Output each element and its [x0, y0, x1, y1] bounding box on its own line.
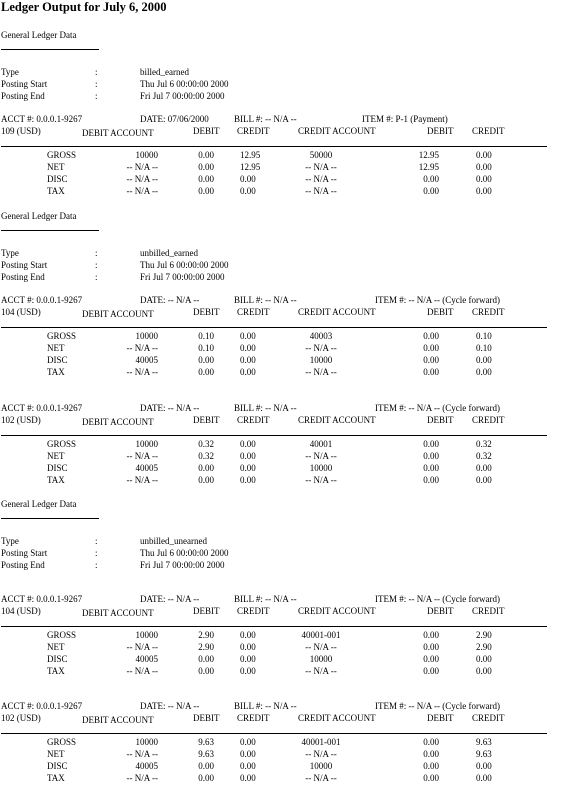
col-header-credit-account: CREDIT ACCOUNT — [298, 307, 376, 317]
col-header-credit-2: CREDIT — [472, 713, 505, 723]
credit-cell: 0.00 — [240, 367, 256, 377]
acct-bill: BILL #: -- N/A -- — [234, 295, 297, 305]
debit-cell-2: 0.00 — [423, 355, 439, 365]
acct-number: ACCT #: 0.0.0.1-9267 — [1, 594, 83, 604]
page-title: Ledger Output for July 6, 2000 — [1, 0, 167, 14]
credit-cell-2: 0.32 — [476, 451, 492, 461]
col-header-debit-2: DEBIT — [427, 713, 454, 723]
credit-account-cell: 40001 — [309, 439, 333, 449]
debit-account-cell: 40005 — [135, 761, 158, 771]
posting-end-label: Posting End — [1, 560, 45, 570]
debit-account-cell: 40005 — [135, 463, 158, 473]
debit-account-cell: 10000 — [135, 331, 158, 341]
debit-cell-2: 0.00 — [423, 642, 439, 652]
type-colon: : — [95, 248, 98, 258]
credit-account-cell: 10000 — [309, 355, 333, 365]
credit-account-cell: -- N/A -- — [305, 174, 337, 184]
acct-bill: BILL #: -- N/A -- — [234, 701, 297, 711]
credit-cell-2: 9.63 — [476, 737, 492, 747]
debit-cell: 0.10 — [198, 331, 214, 341]
section-heading: General Ledger Data — [1, 499, 77, 509]
row-label: DISC — [47, 463, 68, 473]
row-label: TAX — [47, 773, 65, 783]
acct-item: ITEM #: P-1 (Payment) — [362, 114, 448, 124]
debit-cell: 0.00 — [198, 367, 214, 377]
debit-cell: 0.00 — [198, 150, 214, 160]
row-label: TAX — [47, 475, 65, 485]
credit-cell-2: 0.00 — [476, 150, 492, 160]
debit-cell: 0.00 — [198, 463, 214, 473]
debit-cell-2: 12.95 — [418, 150, 439, 160]
debit-cell-2: 0.00 — [423, 773, 439, 783]
posting-end-label: Posting End — [1, 91, 45, 101]
posting-start-value: Thu Jul 6 00:00:00 2000 — [140, 79, 229, 89]
debit-cell: 9.63 — [198, 737, 214, 747]
posting-start-colon: : — [95, 79, 98, 89]
debit-cell-2: 0.00 — [423, 186, 439, 196]
col-header-credit-account: CREDIT ACCOUNT — [298, 415, 376, 425]
acct-item: ITEM #: -- N/A -- (Cycle forward) — [375, 295, 500, 305]
credit-account-cell: -- N/A -- — [305, 475, 337, 485]
debit-account-cell: -- N/A -- — [126, 666, 158, 676]
debit-cell-2: 0.00 — [423, 439, 439, 449]
acct-header-rule — [1, 146, 547, 147]
posting-end-label: Posting End — [1, 272, 45, 282]
row-label: TAX — [47, 186, 65, 196]
debit-account-cell: -- N/A -- — [126, 451, 158, 461]
col-header-debit: DEBIT — [193, 415, 220, 425]
debit-cell: 0.00 — [198, 773, 214, 783]
posting-start-label: Posting Start — [1, 260, 48, 270]
credit-cell: 12.95 — [240, 150, 261, 160]
debit-cell: 0.00 — [198, 666, 214, 676]
posting-start-label: Posting Start — [1, 79, 48, 89]
col-header-debit-account: DEBIT ACCOUNT — [82, 128, 154, 138]
row-label: DISC — [47, 761, 68, 771]
col-header-credit: CREDIT — [237, 307, 270, 317]
row-label: DISC — [47, 654, 68, 664]
debit-cell: 0.00 — [198, 186, 214, 196]
credit-cell-2: 0.00 — [476, 174, 492, 184]
posting-start-colon: : — [95, 260, 98, 270]
acct-number: ACCT #: 0.0.0.1-9267 — [1, 114, 83, 124]
acct-item: ITEM #: -- N/A -- (Cycle forward) — [375, 701, 500, 711]
credit-cell: 0.00 — [240, 463, 256, 473]
posting-end-value: Fri Jul 7 00:00:00 2000 — [140, 91, 225, 101]
credit-cell: 0.00 — [240, 630, 256, 640]
debit-account-cell: 40005 — [135, 355, 158, 365]
type-value: billed_earned — [140, 67, 189, 77]
posting-start-label: Posting Start — [1, 548, 48, 558]
acct-item: ITEM #: -- N/A -- (Cycle forward) — [375, 403, 500, 413]
section-heading-underline — [1, 49, 99, 50]
row-label: DISC — [47, 355, 68, 365]
type-value: unbilled_earned — [140, 248, 198, 258]
debit-cell: 0.00 — [198, 162, 214, 172]
acct-date: DATE: 07/06/2000 — [140, 114, 209, 124]
acct-bill: BILL #: -- N/A -- — [234, 594, 297, 604]
credit-cell-2: 0.00 — [476, 186, 492, 196]
row-label: NET — [47, 749, 65, 759]
credit-account-cell: -- N/A -- — [305, 162, 337, 172]
col-header-credit-account: CREDIT ACCOUNT — [298, 606, 376, 616]
credit-cell: 0.00 — [240, 654, 256, 664]
debit-cell-2: 0.00 — [423, 451, 439, 461]
credit-cell-2: 2.90 — [476, 642, 492, 652]
credit-account-cell: -- N/A -- — [305, 773, 337, 783]
credit-account-cell: -- N/A -- — [305, 367, 337, 377]
row-label: GROSS — [47, 630, 77, 640]
acct-header-rule — [1, 435, 547, 436]
debit-account-cell: 10000 — [135, 737, 158, 747]
debit-cell-2: 0.00 — [423, 761, 439, 771]
acct-number: ACCT #: 0.0.0.1-9267 — [1, 403, 83, 413]
col-header-credit-2: CREDIT — [472, 307, 505, 317]
col-header-credit: CREDIT — [237, 126, 270, 136]
debit-cell-2: 0.00 — [423, 737, 439, 747]
type-value: unbilled_unearned — [140, 536, 207, 546]
acct-date: DATE: -- N/A -- — [140, 594, 200, 604]
debit-cell-2: 0.00 — [423, 174, 439, 184]
col-header-debit-account: DEBIT ACCOUNT — [82, 417, 154, 427]
credit-account-cell: 10000 — [309, 463, 333, 473]
credit-cell: 0.00 — [240, 451, 256, 461]
row-label: GROSS — [47, 439, 77, 449]
acct-header-rule — [1, 733, 547, 734]
debit-cell: 0.00 — [198, 475, 214, 485]
acct-currency: 102 (USD) — [1, 713, 41, 723]
type-label: Type — [1, 536, 19, 546]
debit-cell: 2.90 — [198, 642, 214, 652]
debit-account-cell: -- N/A -- — [126, 186, 158, 196]
credit-account-cell: -- N/A -- — [305, 666, 337, 676]
acct-currency: 109 (USD) — [1, 126, 41, 136]
credit-account-cell: -- N/A -- — [305, 642, 337, 652]
debit-account-cell: -- N/A -- — [126, 162, 158, 172]
debit-account-cell: -- N/A -- — [126, 749, 158, 759]
credit-cell-2: 0.00 — [476, 761, 492, 771]
debit-cell: 9.63 — [198, 749, 214, 759]
col-header-debit: DEBIT — [193, 126, 220, 136]
acct-date: DATE: -- N/A -- — [140, 403, 200, 413]
row-label: NET — [47, 642, 65, 652]
acct-bill: BILL #: -- N/A -- — [234, 403, 297, 413]
row-label: TAX — [47, 367, 65, 377]
debit-cell-2: 0.00 — [423, 343, 439, 353]
acct-number: ACCT #: 0.0.0.1-9267 — [1, 701, 83, 711]
type-label: Type — [1, 67, 19, 77]
col-header-credit: CREDIT — [237, 415, 270, 425]
acct-number: ACCT #: 0.0.0.1-9267 — [1, 295, 83, 305]
debit-cell: 0.32 — [198, 451, 214, 461]
credit-cell-2: 0.00 — [476, 463, 492, 473]
debit-account-cell: -- N/A -- — [126, 343, 158, 353]
acct-header-rule — [1, 327, 547, 328]
acct-date: DATE: -- N/A -- — [140, 295, 200, 305]
row-label: NET — [47, 343, 65, 353]
col-header-debit-2: DEBIT — [427, 307, 454, 317]
credit-cell-2: 2.90 — [476, 630, 492, 640]
debit-cell-2: 12.95 — [418, 162, 439, 172]
credit-cell: 0.00 — [240, 666, 256, 676]
credit-cell: 12.95 — [240, 162, 261, 172]
credit-cell: 0.00 — [240, 331, 256, 341]
credit-cell: 0.00 — [240, 642, 256, 652]
credit-cell: 0.00 — [240, 475, 256, 485]
credit-account-cell: 50000 — [309, 150, 333, 160]
col-header-credit-2: CREDIT — [472, 606, 505, 616]
credit-cell: 0.00 — [240, 737, 256, 747]
credit-cell-2: 0.00 — [476, 654, 492, 664]
posting-end-colon: : — [95, 560, 98, 570]
col-header-debit-2: DEBIT — [427, 415, 454, 425]
debit-account-cell: -- N/A -- — [126, 174, 158, 184]
debit-cell: 0.00 — [198, 654, 214, 664]
col-header-debit-account: DEBIT ACCOUNT — [82, 715, 154, 725]
debit-cell-2: 0.00 — [423, 630, 439, 640]
col-header-debit: DEBIT — [193, 606, 220, 616]
posting-start-value: Thu Jul 6 00:00:00 2000 — [140, 548, 229, 558]
col-header-credit-account: CREDIT ACCOUNT — [298, 126, 376, 136]
debit-cell-2: 0.00 — [423, 666, 439, 676]
credit-account-cell: 40003 — [309, 331, 333, 341]
col-header-debit-account: DEBIT ACCOUNT — [82, 309, 154, 319]
posting-start-value: Thu Jul 6 00:00:00 2000 — [140, 260, 229, 270]
credit-account-cell: -- N/A -- — [305, 186, 337, 196]
debit-cell: 0.00 — [198, 355, 214, 365]
credit-cell: 0.00 — [240, 355, 256, 365]
credit-account-cell: -- N/A -- — [305, 343, 337, 353]
debit-cell-2: 0.00 — [423, 331, 439, 341]
type-colon: : — [95, 67, 98, 77]
debit-account-cell: 40005 — [135, 654, 158, 664]
col-header-debit-2: DEBIT — [427, 126, 454, 136]
credit-cell: 0.00 — [240, 773, 256, 783]
col-header-credit-2: CREDIT — [472, 126, 505, 136]
debit-cell-2: 0.00 — [423, 475, 439, 485]
section-heading-underline — [1, 518, 99, 519]
acct-currency: 104 (USD) — [1, 307, 41, 317]
acct-currency: 102 (USD) — [1, 415, 41, 425]
debit-cell: 2.90 — [198, 630, 214, 640]
credit-account-cell: 10000 — [309, 654, 333, 664]
credit-cell-2: 0.00 — [476, 367, 492, 377]
debit-cell: 0.00 — [198, 174, 214, 184]
col-header-debit: DEBIT — [193, 307, 220, 317]
col-header-debit-account: DEBIT ACCOUNT — [82, 608, 154, 618]
row-label: GROSS — [47, 150, 77, 160]
credit-account-cell: -- N/A -- — [305, 749, 337, 759]
debit-cell-2: 0.00 — [423, 463, 439, 473]
credit-cell-2: 0.00 — [476, 162, 492, 172]
credit-cell-2: 0.00 — [476, 666, 492, 676]
credit-account-cell: 10000 — [309, 761, 333, 771]
credit-cell: 0.00 — [240, 761, 256, 771]
credit-cell: 0.00 — [240, 186, 256, 196]
posting-end-value: Fri Jul 7 00:00:00 2000 — [140, 272, 225, 282]
col-header-debit: DEBIT — [193, 713, 220, 723]
row-label: NET — [47, 162, 65, 172]
section-heading: General Ledger Data — [1, 30, 77, 40]
acct-currency: 104 (USD) — [1, 606, 41, 616]
acct-bill: BILL #: -- N/A -- — [234, 114, 297, 124]
debit-account-cell: -- N/A -- — [126, 773, 158, 783]
debit-account-cell: 10000 — [135, 630, 158, 640]
col-header-credit-account: CREDIT ACCOUNT — [298, 713, 376, 723]
debit-cell-2: 0.00 — [423, 749, 439, 759]
posting-start-colon: : — [95, 548, 98, 558]
acct-item: ITEM #: -- N/A -- (Cycle forward) — [375, 594, 500, 604]
credit-cell-2: 0.10 — [476, 343, 492, 353]
credit-cell-2: 0.10 — [476, 331, 492, 341]
col-header-credit: CREDIT — [237, 606, 270, 616]
credit-account-cell: 40001-001 — [301, 737, 341, 747]
type-colon: : — [95, 536, 98, 546]
col-header-credit-2: CREDIT — [472, 415, 505, 425]
col-header-credit: CREDIT — [237, 713, 270, 723]
credit-cell-2: 9.63 — [476, 749, 492, 759]
debit-cell: 0.00 — [198, 761, 214, 771]
credit-cell: 0.00 — [240, 749, 256, 759]
acct-header-rule — [1, 626, 547, 627]
credit-account-cell: 40001-001 — [301, 630, 341, 640]
credit-cell: 0.00 — [240, 174, 256, 184]
debit-cell-2: 0.00 — [423, 654, 439, 664]
acct-date: DATE: -- N/A -- — [140, 701, 200, 711]
row-label: TAX — [47, 666, 65, 676]
credit-cell-2: 0.00 — [476, 475, 492, 485]
posting-end-colon: : — [95, 91, 98, 101]
credit-cell-2: 0.00 — [476, 355, 492, 365]
col-header-debit-2: DEBIT — [427, 606, 454, 616]
section-heading-underline — [1, 230, 99, 231]
debit-cell: 0.10 — [198, 343, 214, 353]
type-label: Type — [1, 248, 19, 258]
credit-cell: 0.00 — [240, 439, 256, 449]
credit-cell: 0.00 — [240, 343, 256, 353]
debit-account-cell: -- N/A -- — [126, 475, 158, 485]
section-heading: General Ledger Data — [1, 211, 77, 221]
row-label: GROSS — [47, 737, 77, 747]
row-label: GROSS — [47, 331, 77, 341]
debit-cell: 0.32 — [198, 439, 214, 449]
credit-cell-2: 0.00 — [476, 773, 492, 783]
row-label: DISC — [47, 174, 68, 184]
debit-account-cell: -- N/A -- — [126, 642, 158, 652]
posting-end-colon: : — [95, 272, 98, 282]
credit-account-cell: -- N/A -- — [305, 451, 337, 461]
credit-cell-2: 0.32 — [476, 439, 492, 449]
debit-account-cell: 10000 — [135, 439, 158, 449]
debit-account-cell: 10000 — [135, 150, 158, 160]
posting-end-value: Fri Jul 7 00:00:00 2000 — [140, 560, 225, 570]
debit-cell-2: 0.00 — [423, 367, 439, 377]
debit-account-cell: -- N/A -- — [126, 367, 158, 377]
row-label: NET — [47, 451, 65, 461]
